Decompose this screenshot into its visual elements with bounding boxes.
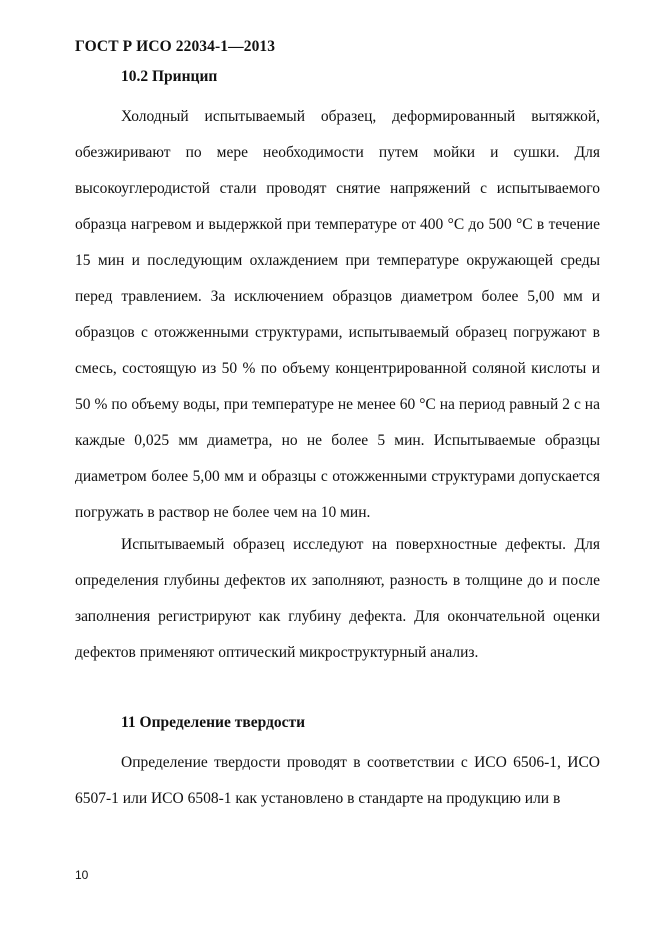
paragraph-principle-1: Холодный испытываемый образец, деформированный вытяжкой, обезжиривают по мере необходимости путем мойки и сушки. Для высокоуглеродистой стали проводят снятие напряжений с испытываемого образца нагревом и выдержкой при температуре от 400 °С до 500 °С в течение 15 мин и последующим охлаждением при температуре окружающей среды перед травлением. За исключением образцов диаметром более 5,00 мм и образцов с отожженными структурами, испытываемый образец погружают в смесь, состоящую из 50 % по объему концентрированной соляной кислоты и 50 % по объему воды, при температуре не менее 60 °С на период равный 2 с на каждые 0,025 мм диаметра, но не более 5 мин. Испытываемые образцы диаметром более 5,00 мм и образцы с отожженными структурами допускается погружать в раствор не более чем на 10 мин.	[75, 108, 600, 521]
section-heading-10-2: 10.2 Принцип	[121, 68, 218, 85]
page-number: 10	[75, 868, 89, 882]
document-header: ГОСТ Р ИСО 22034-1—2013	[75, 38, 276, 55]
paragraph-hardness-1: Определение твердости проводят в соответствии с ИСО 6506-1, ИСО 6507-1 или ИСО 6508-1 как установлено в стандарте на продукцию или в	[75, 754, 600, 807]
paragraph-principle-2: Испытываемый образец исследуют на поверхностные дефекты. Для определения глубины дефектов их заполняют, разность в толщине до и после заполнения регистрируют как глубину дефекта. Для окончательной оценки дефектов применяют оптический микроструктурный анализ.	[75, 536, 600, 661]
section-heading-11: 11 Определение твердости	[121, 714, 306, 731]
